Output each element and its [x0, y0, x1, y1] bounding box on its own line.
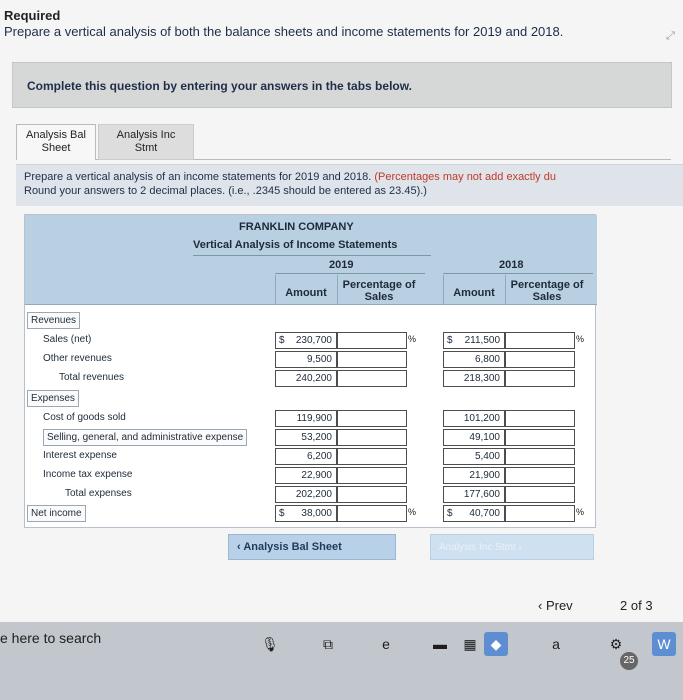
- pct-2019-other-input[interactable]: [337, 351, 407, 368]
- amount-2019-other[interactable]: 9,500: [275, 351, 337, 368]
- pct-2018-sga-input[interactable]: [505, 429, 575, 446]
- company-title: FRANKLIN COMPANY: [239, 221, 354, 233]
- mic-icon[interactable]: 🎙: [261, 636, 279, 652]
- amazon-icon[interactable]: a: [552, 636, 560, 652]
- row-interest: Interest expense 6,200 5,400: [25, 447, 597, 466]
- chevron-left-icon: ‹: [538, 598, 546, 613]
- banner-text: Complete this question by entering your answers in the tabs below.: [27, 79, 412, 93]
- edge-icon[interactable]: e: [382, 636, 390, 652]
- task-view-icon[interactable]: ⧉: [323, 636, 333, 652]
- prev-tab-button[interactable]: ‹ Analysis Bal Sheet: [228, 534, 396, 560]
- amount-2018-sga[interactable]: 49,100: [443, 429, 505, 446]
- tab-label-line2: Sheet: [41, 142, 71, 154]
- notice-line2: Round your answers to 2 decimal places. (i.e., .2345 should be entered as 23.45).): [24, 185, 427, 197]
- amount-2018-interest[interactable]: 5,400: [443, 448, 505, 465]
- row-total-expenses: Total expenses 202,200 177,600: [25, 485, 597, 504]
- windows-taskbar: [0, 622, 683, 700]
- section-expenses: Expenses: [25, 389, 597, 408]
- pct-2018-net-income-input[interactable]: [505, 505, 575, 522]
- col-pct-2018: Percentage of Sales: [510, 279, 584, 303]
- required-label: Required: [4, 8, 61, 23]
- pct-2018-total-expenses-input[interactable]: [505, 486, 575, 503]
- amount-2019-interest[interactable]: 6,200: [275, 448, 337, 465]
- word-icon[interactable]: W: [652, 632, 676, 656]
- dropbox-icon[interactable]: ◆: [484, 632, 508, 656]
- amount-2018-sales[interactable]: $ 211,500: [443, 332, 505, 349]
- chevron-left-icon: ‹: [237, 541, 244, 553]
- amount-2019-sales[interactable]: $ 230,700: [275, 332, 337, 349]
- pct-2018-cogs-input[interactable]: [505, 410, 575, 427]
- amount-2018-cogs[interactable]: 101,200: [443, 410, 505, 427]
- row-sales: Sales (net) $ 230,700 % $ 211,500 %: [25, 331, 597, 350]
- taskbar-search[interactable]: e here to search: [0, 630, 102, 646]
- income-statement-worksheet: [24, 214, 596, 528]
- amount-2018-net-income[interactable]: $ 40,700: [443, 505, 505, 522]
- pct-2018-interest-input[interactable]: [505, 448, 575, 465]
- pct-2019-total-revenues-input[interactable]: [337, 370, 407, 387]
- worksheet-header: [25, 215, 597, 305]
- pct-2018-total-revenues-input[interactable]: [505, 370, 575, 387]
- amount-2019-total-revenues[interactable]: 240,200: [275, 370, 337, 387]
- notice-line1: Prepare a vertical analysis of an income statements for 2019 and 2018. (Percentages may not add exactly du: [24, 171, 556, 183]
- pct-2019-sga-input[interactable]: [337, 429, 407, 446]
- pct-2019-tax-input[interactable]: [337, 467, 407, 484]
- row-net-income: Net income $ 38,000 % $ 40,700 %: [25, 504, 597, 523]
- amount-2019-net-income[interactable]: $ 38,000: [275, 505, 337, 522]
- store-icon[interactable]: ▦: [463, 636, 477, 652]
- pct-2019-interest-input[interactable]: [337, 448, 407, 465]
- col-amount-2018: Amount: [453, 287, 495, 299]
- col-pct-2019: Percentage of Sales: [342, 279, 416, 303]
- amount-2019-total-expenses[interactable]: 202,200: [275, 486, 337, 503]
- statement-title: Vertical Analysis of Income Statements: [193, 239, 398, 251]
- pct-2019-sales-input[interactable]: [337, 332, 407, 349]
- pct-2018-sales-input[interactable]: [505, 332, 575, 349]
- amount-2018-total-expenses[interactable]: 177,600: [443, 486, 505, 503]
- row-cogs: Cost of goods sold 119,900 101,200: [25, 409, 597, 428]
- row-other-revenues: Other revenues 9,500 6,800: [25, 350, 597, 369]
- pager-position: 2 of 3: [620, 598, 653, 613]
- instruction-text: Prepare a vertical analysis of both the balance sheets and income statements for 2019 and 2018.: [4, 24, 564, 39]
- pager-prev-button[interactable]: ‹ Prev: [538, 598, 573, 613]
- year-2019-header: 2019: [329, 259, 354, 271]
- pct-2019-cogs-input[interactable]: [337, 410, 407, 427]
- tab-bar: [16, 124, 671, 160]
- row-tax: Income tax expense 22,900 21,900: [25, 466, 597, 485]
- next-tab-button[interactable]: Analysis Inc Stmt ›: [430, 534, 594, 560]
- amount-2018-other[interactable]: 6,800: [443, 351, 505, 368]
- amount-2018-total-revenues[interactable]: 218,300: [443, 370, 505, 387]
- tab-label-line2: Stmt: [134, 142, 158, 154]
- amount-2018-tax[interactable]: 21,900: [443, 467, 505, 484]
- amount-2019-cogs[interactable]: 119,900: [275, 410, 337, 427]
- tab-analysis-inc-stmt[interactable]: [98, 124, 194, 160]
- notification-badge: 25: [620, 652, 638, 670]
- tab-label-line1: Analysis Inc: [116, 129, 176, 141]
- amount-2019-tax[interactable]: 22,900: [275, 467, 337, 484]
- file-explorer-icon[interactable]: ▬: [433, 636, 447, 652]
- expand-icon[interactable]: ⤢: [666, 30, 675, 42]
- amount-2019-sga[interactable]: 53,200: [275, 429, 337, 446]
- pct-2018-tax-input[interactable]: [505, 467, 575, 484]
- section-revenues: Revenues: [25, 311, 597, 330]
- pct-2018-other-input[interactable]: [505, 351, 575, 368]
- row-sga: Selling, general, and administrative expense 53,200 49,100: [25, 428, 597, 447]
- pct-2019-total-expenses-input[interactable]: [337, 486, 407, 503]
- pct-2019-net-income-input[interactable]: [337, 505, 407, 522]
- tab-label-line1: Analysis Bal: [26, 129, 86, 141]
- instructions-notice: [16, 164, 683, 206]
- settings-icon[interactable]: ⚙: [609, 636, 623, 652]
- tab-analysis-bal-sheet[interactable]: [16, 124, 96, 160]
- question-banner: [12, 62, 672, 108]
- year-2018-header: 2018: [499, 259, 524, 271]
- row-total-revenues: Total revenues 240,200 218,300: [25, 369, 597, 388]
- chevron-right-icon: ›: [515, 542, 522, 553]
- col-amount-2019: Amount: [285, 287, 327, 299]
